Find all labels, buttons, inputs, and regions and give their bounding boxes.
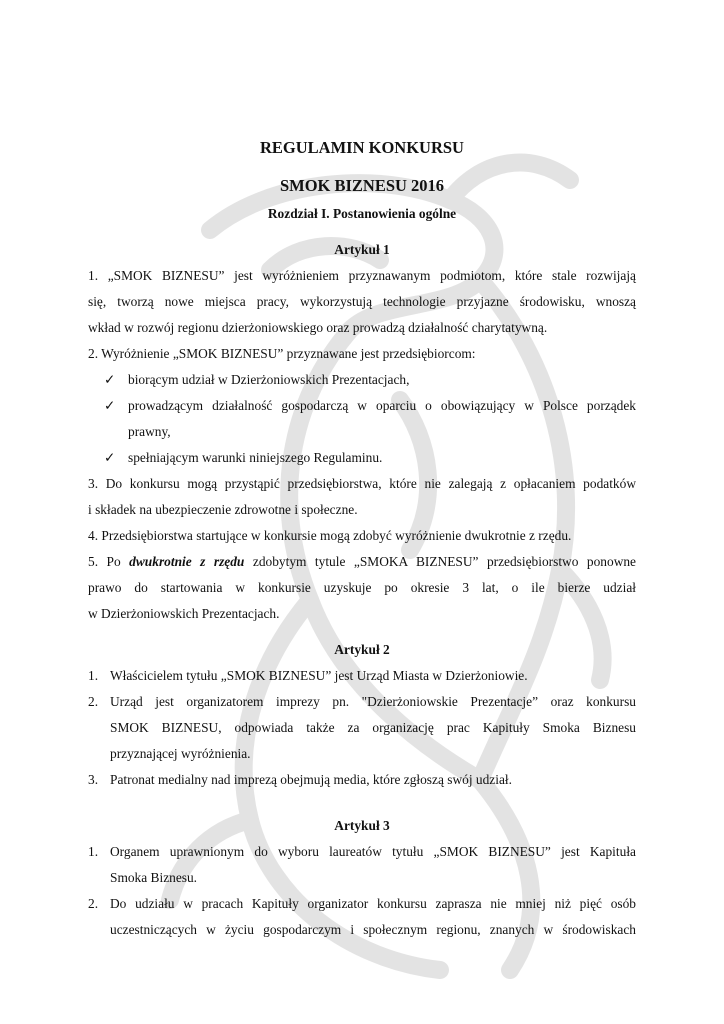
- art1-p5-line-2: prawo do startowania w konkursie uzyskuje po okresie 3 lat, o ile bierze udział: [88, 580, 636, 595]
- article-2-heading: Artykuł 2: [334, 642, 390, 657]
- check-icon: ✓: [104, 450, 116, 465]
- article-1-heading: Artykuł 1: [334, 242, 390, 257]
- art1-p1-line-3: wkład w rozwój regionu dzierżoniowskiego oraz prowadzą działalność charytatywną.: [88, 320, 548, 335]
- art2-item-num: 3.: [88, 772, 99, 787]
- art1-p5-emphasis: dwukrotnie z rzędu: [129, 554, 245, 569]
- art3-item-2-line-1: Do udziału w pracach Kapituły organizator konkursu zaprasza nie mniej niż pięć osób: [110, 896, 636, 911]
- art2-item-3-line-1: Patronat medialny nad imprezą obejmują media, które zgłoszą swój udział.: [110, 772, 512, 787]
- art1-bullet-1: biorącym udział w Dzierżoniowskich Prezentacjach,: [128, 372, 410, 387]
- art1-p2: 2. Wyróżnienie „SMOK BIZNESU” przyznawane jest przedsiębiorcom:: [88, 346, 476, 361]
- art1-p5-line-1: [88, 554, 636, 570]
- check-icon: ✓: [104, 372, 116, 387]
- art1-bullet-2: prowadzącym działalność gospodarczą w oparciu o obowiązujący w Polsce porządek: [128, 398, 636, 413]
- document-title: REGULAMIN KONKURSU: [260, 138, 464, 157]
- art1-p5-pre: 5. Po: [88, 554, 130, 569]
- art2-item-2-line-3: przyznającej wyróżnienia.: [110, 746, 251, 761]
- check-icon: ✓: [104, 398, 116, 413]
- art3-item-num: 2.: [88, 896, 99, 911]
- art1-p1-line-1: 1. „SMOK BIZNESU” jest wyróżnieniem przyznawanym podmiotom, które stale rozwijają: [88, 268, 636, 283]
- article-3-heading: Artykuł 3: [334, 818, 390, 833]
- art1-p4: 4. Przedsiębiorstwa startujące w konkursie mogą zdobyć wyróżnienie dwukrotnie z rzędu.: [88, 528, 572, 543]
- art3-item-1-line-2: Smoka Biznesu.: [110, 870, 198, 885]
- art1-p3-line-1: 3. Do konkursu mogą przystąpić przedsiębiorstwa, które nie zalegają z opłacaniem podatków: [88, 476, 636, 491]
- art3-item-1-line-1: Organem uprawnionym do wyboru laureatów tytułu „SMOK BIZNESU” jest Kapituła: [110, 844, 636, 859]
- art1-bullet-2-cont: prawny,: [128, 424, 171, 439]
- art2-item-num: 2.: [88, 694, 99, 709]
- art3-item-num: 1.: [88, 844, 99, 859]
- art2-item-num: 1.: [88, 668, 99, 683]
- art1-p1-line-2: się, tworzą nowe miejsca pracy, wykorzystują technologie przyjazne środowisku, wnoszą: [88, 294, 636, 309]
- art2-item-2-line-1: Urząd jest organizatorem imprezy pn. "Dzierżoniowskie Prezentacje” oraz konkursu: [110, 694, 636, 709]
- art1-p3-line-2: i składek na ubezpieczenie zdrowotne i społeczne.: [88, 502, 358, 517]
- art2-item-1-line-1: Właścicielem tytułu „SMOK BIZNESU” jest Urząd Miasta w Dzierżoniowie.: [110, 668, 528, 683]
- chapter-heading: Rozdział I. Postanowienia ogólne: [267, 206, 457, 221]
- art2-item-2-line-2: SMOK BIZNESU, odpowiada także za organizację prac Kapituły Smoka Biznesu: [110, 720, 636, 735]
- document-subtitle: SMOK BIZNESU 2016: [279, 176, 445, 195]
- art1-p5-line-3: w Dzierżoniowskich Prezentacjach.: [88, 606, 280, 621]
- art3-item-2-line-2: uczestniczących w życiu gospodarczym i społecznym regionu, znanych w środowiskach: [110, 922, 636, 937]
- art1-p5-post: zdobytym tytule „SMOKA BIZNESU” przedsiębiorstwo ponowne: [244, 554, 636, 569]
- art1-bullet-3: spełniającym warunki niniejszego Regulaminu.: [128, 450, 383, 465]
